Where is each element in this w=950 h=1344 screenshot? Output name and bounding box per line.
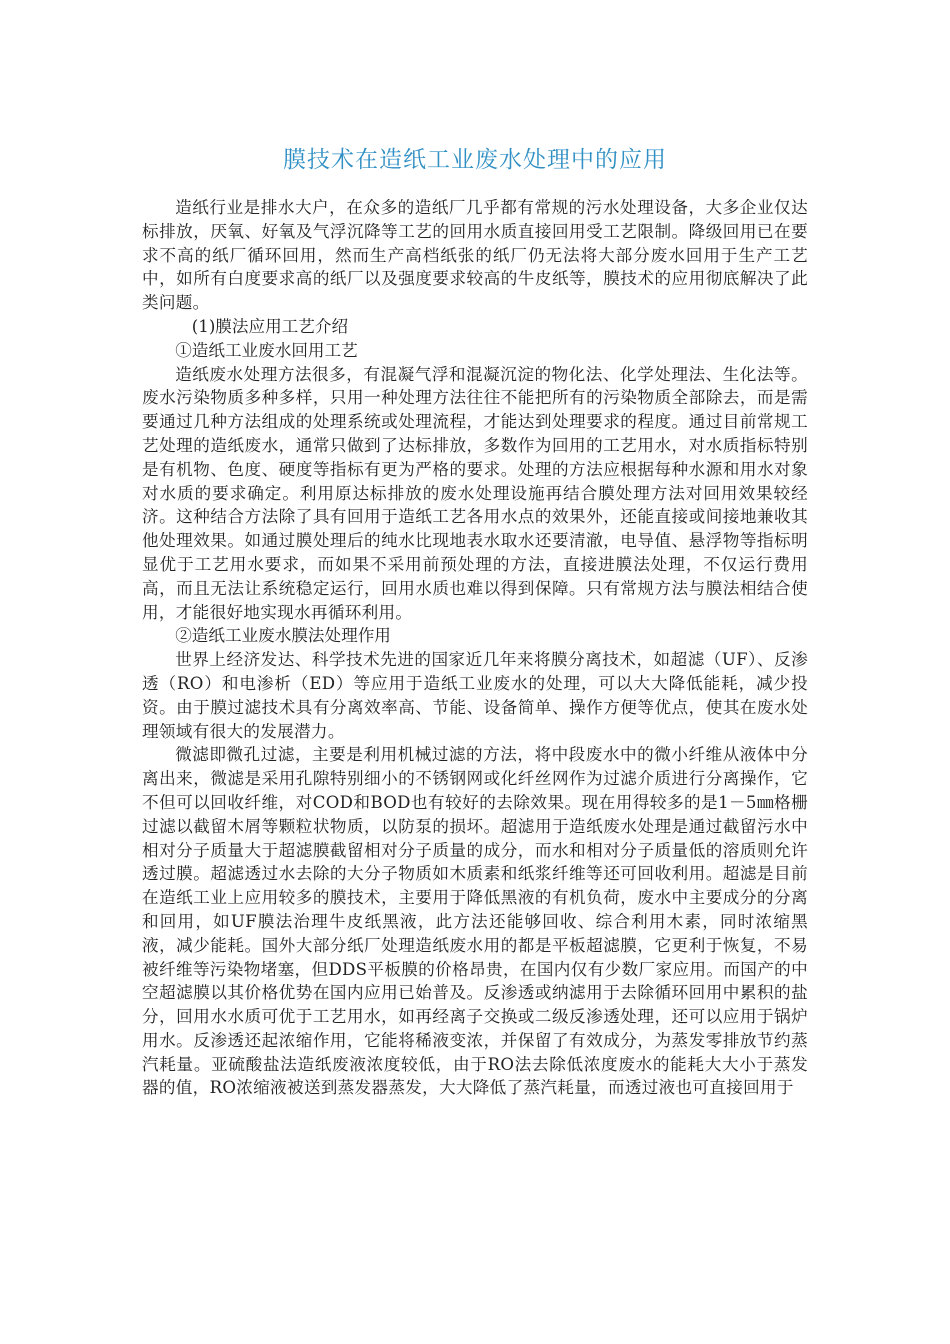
paragraph-reuse-process: 造纸废水处理方法很多，有混凝气浮和混凝沉淀的物化法、化学处理法、生化法等。废水污染物质多种多样，只用一种处理方法往往不能把所有的污染物质全部除去，而是需要通过几种方法组成的处理系统或处理流程，才能达到处理要求的程度。通过目前常规工艺处理的造纸废水，通常只做到了达标排放，多数作为回用的工艺用水，对水质指标特别是有机物、色度、硬度等指标有更为严格的要求。处理的方法应根据每种水源和用水对象对水质的要求确定。利用原达标排放的废水处理设施再结合膜处理方法对回用效果较经济。这种结合方法除了具有回用于造纸工艺各用水点的效果外，还能直接或间接地兼收其他处理效果。如通过膜处理后的纯水比现地表水取水还要清澈，电导值、悬浮物等指标明显优于工艺用水要求，而如果不采用前预处理的方法，直接进膜法处理，不仅运行费用高，而且无法让系统稳定运行，回用水质也难以得到保障。只有常规方法与膜法相结合使用，才能很好地实现水再循环利用。	[142, 364, 808, 622]
document-title: 膜技术在造纸工业废水处理中的应用	[283, 147, 667, 173]
document-body	[142, 196, 808, 1100]
paragraph-microfiltration: 微滤即微孔过滤，主要是利用机械过滤的方法，将中段废水中的微小纤维从液体中分离出来，微滤是采用孔隙特别细小的不锈钢网或化纤丝网作为过滤介质进行分离操作，它不但可以回收纤维，对COD和BOD也有较好的去除效果。现在用得较多的是1－5㎜格栅过滤以截留木屑等颗粒状物质，以防泵的损坏。超滤用于造纸废水处理是通过截留污水中相对分子质量大于超滤膜截留相对分子质量的成分，而水和相对分子质量低的溶质则允许透过膜。超滤透过水去除的大分子物质如木质素和纸浆纤维等还可回收利用。超滤是目前在造纸工业上应用较多的膜技术，主要用于降低黑液的有机负荷，废水中主要成分的分离和回用，如UF膜法治理牛皮纸黑液，此方法还能够回收、综合利用木素，同时浓缩黑液，减少能耗。国外大部分纸厂处理造纸废水用的都是平板超滤膜，它更利于恢复，不易被纤维等污染物堵塞，但DDS平板膜的价格昂贵，在国内仅有少数厂家应用。而国产的中空超滤膜以其价格优势在国内应用已始普及。反渗透或纳滤用于去除循环回用中累积的盐分，回用水水质可优于工艺用水，如再经离子交换或二级反渗透处理，还可以应用于锅炉用水。反渗透还起浓缩作用，它能将稀液变浓，并保留了有效成分，为蒸发零排放节约蒸汽耗量。亚硫酸盐法造纸废液浓度较低，由于RO法去除低浓度废水的能耗大大小于蒸发器的值，RO浓缩液被送到蒸发器蒸发，大大降低了蒸汽耗量，而透过液也可直接回用于	[142, 745, 808, 1098]
subsection-heading-2: ②造纸工业废水膜法处理作用	[175, 626, 391, 646]
subsection-heading-1: ①造纸工业废水回用工艺	[175, 340, 358, 360]
paragraph-intro: 造纸行业是排水大户，在众多的造纸厂几乎都有常规的污水处理设备，大多企业仅达标排放，厌氧、好氧及气浮沉降等工艺的回用水质直接回用受工艺限制。降级回用已在要求不高的纸厂循环回用，然而生产高档纸张的纸厂仍无法将大部分废水回用于生产工艺中，如所有白度要求高的纸厂以及强度要求较高的牛皮纸等，膜技术的应用彻底解决了此类问题。	[142, 198, 808, 313]
paragraph-membrane-overview: 世界上经济发达、科学技术先进的国家近几年来将膜分离技术，如超滤（UF）、反渗透（RO）和电渗析（ED）等应用于造纸工业废水的处理，可以大大降低能耗，减少投资。由于膜过滤技术具有分离效率高、节能、设备简单、操作方便等优点，使其在废水处理领域有很大的发展潜力。	[142, 650, 808, 741]
section-heading-1: (1)膜法应用工艺介绍	[191, 316, 349, 336]
